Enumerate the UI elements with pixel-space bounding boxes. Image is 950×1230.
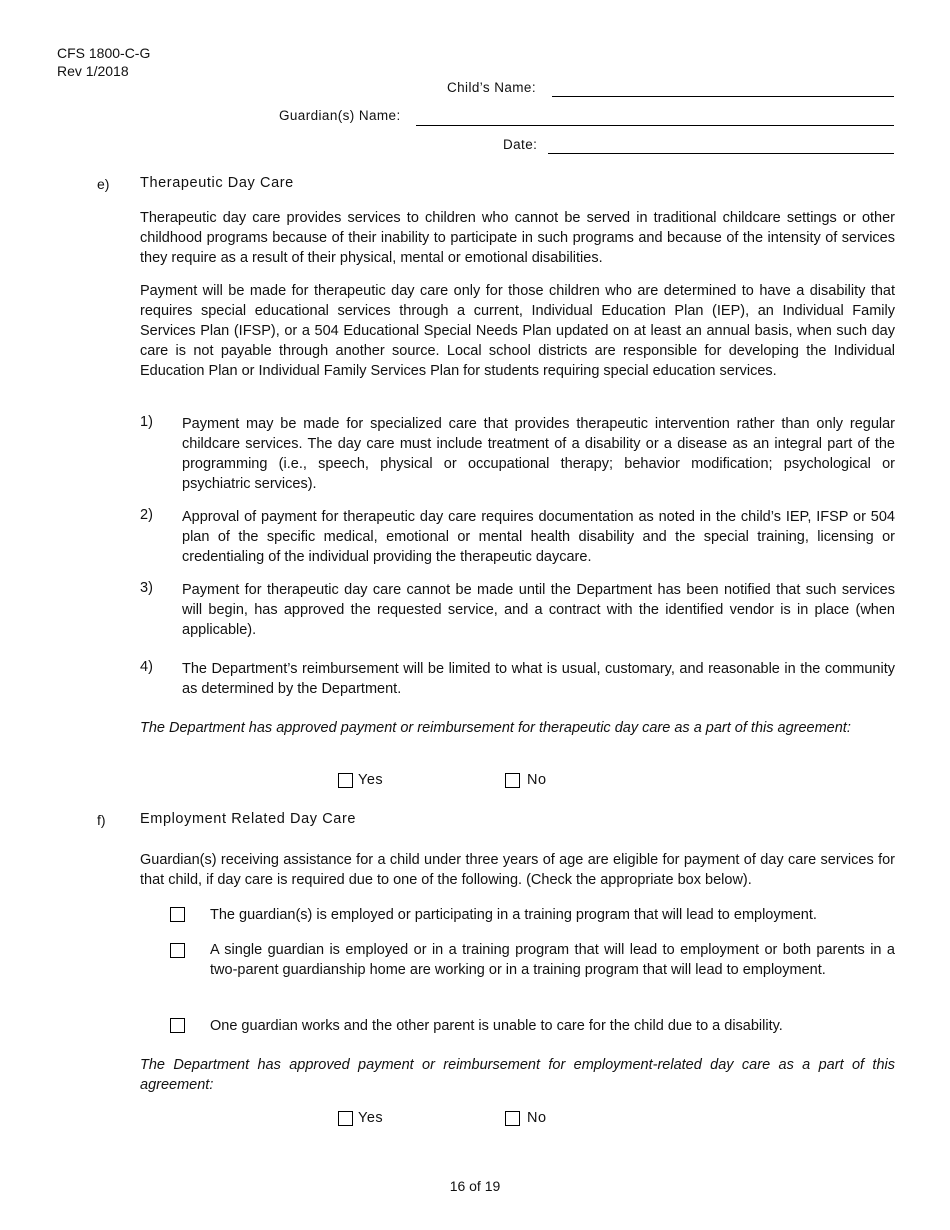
item-1-text: Payment may be made for specialized care that provides therapeutic intervention rather than only regular childcare services. The day care must include treatment of a disability or a disease as an integral part of the programming (i.e., speech, physical or occupational therapy; behavior modification; psychological or psychiatric services). bbox=[182, 416, 895, 492]
section-f-no-label: No bbox=[527, 1110, 547, 1126]
option-1-checkbox[interactable] bbox=[170, 907, 185, 922]
date-field[interactable] bbox=[548, 153, 894, 154]
item-2-number: 2) bbox=[140, 507, 153, 523]
section-e-approval-text: The Department has approved payment or reimbursement for therapeutic day care as a part of this agreement: bbox=[140, 720, 851, 736]
childs-name-field[interactable] bbox=[552, 96, 894, 97]
item-4-text: The Department’s reimbursement will be limited to what is usual, customary, and reasonable in the community as determined by the Department. bbox=[182, 661, 895, 697]
section-f-yes-label: Yes bbox=[358, 1110, 384, 1126]
section-e-yes-label: Yes bbox=[358, 772, 384, 788]
item-4-number: 4) bbox=[140, 659, 153, 675]
item-3-text: Payment for therapeutic day care cannot be made until the Department has been notified that such services will begin, has approved the requested service, and a contract with the identified vendor is in place (when applicable). bbox=[182, 582, 895, 638]
item-1-number: 1) bbox=[140, 414, 153, 430]
childs-name-label: Child’s Name: bbox=[447, 80, 536, 95]
option-1-text: The guardian(s) is employed or participating in a training program that will lead to employment. bbox=[210, 907, 817, 923]
section-f-letter: f) bbox=[97, 812, 106, 828]
date-label: Date: bbox=[503, 137, 538, 152]
section-f-yes-checkbox[interactable] bbox=[338, 1111, 353, 1126]
section-e-no-checkbox[interactable] bbox=[505, 773, 520, 788]
option-2-text: A single guardian is employed or in a training program that will lead to employment or both parents in a two-parent guardianship home are working or in a training program that will lead to employment. bbox=[210, 942, 895, 978]
section-e-no-label: No bbox=[527, 772, 547, 788]
section-e-paragraph-2: Payment will be made for therapeutic day care only for those children who are determined to have a disability that requires special educational services through a current, Individual Education Plan (IEP), an Individual Family Services Plan (IFSP), or a 504 Educational Special Needs Plan updated on at least an annual basis, when such day care is not payable through another source. Local school districts are responsible for developing the Individual Education Plan or Individual Family Services Plan for students requiring special education services. bbox=[140, 283, 895, 379]
guardians-name-label: Guardian(s) Name: bbox=[279, 108, 401, 123]
section-f-approval-text: The Department has approved payment or reimbursement for employment-related day care as a part of this agreement: bbox=[140, 1057, 895, 1093]
option-3-text: One guardian works and the other parent is unable to care for the child due to a disability. bbox=[210, 1018, 783, 1034]
section-e-paragraph-1: Therapeutic day care provides services to children who cannot be served in traditional childcare settings or other childhood programs because of their inability to participate in such programs and because of the intensity of services they require as a result of their physical, mental or emotional disabilities. bbox=[140, 210, 895, 266]
form-revision: Rev 1/2018 bbox=[57, 63, 129, 79]
item-3-number: 3) bbox=[140, 580, 153, 596]
section-f-no-checkbox[interactable] bbox=[505, 1111, 520, 1126]
section-e-letter: e) bbox=[97, 176, 110, 192]
form-code: CFS 1800-C-G bbox=[57, 45, 151, 61]
section-f-paragraph-1: Guardian(s) receiving assistance for a child under three years of age are eligible for payment of day care services for that child, if day care is required due to one of the following. (Check the appropriate box below). bbox=[140, 852, 895, 888]
section-e-yes-checkbox[interactable] bbox=[338, 773, 353, 788]
page-number: 16 of 19 bbox=[449, 1178, 501, 1194]
guardians-name-field[interactable] bbox=[416, 125, 894, 126]
section-f-title: Employment Related Day Care bbox=[140, 811, 357, 827]
item-2-text: Approval of payment for therapeutic day care requires documentation as noted in the child’s IEP, IFSP or 504 plan of the specific medical, emotional or mental health disability and the special training, licensing or credentialing of the individual providing the therapeutic daycare. bbox=[182, 509, 895, 565]
section-e-title: Therapeutic Day Care bbox=[140, 175, 294, 191]
form-code-block bbox=[57, 44, 150, 80]
option-2-checkbox[interactable] bbox=[170, 943, 185, 958]
option-3-checkbox[interactable] bbox=[170, 1018, 185, 1033]
